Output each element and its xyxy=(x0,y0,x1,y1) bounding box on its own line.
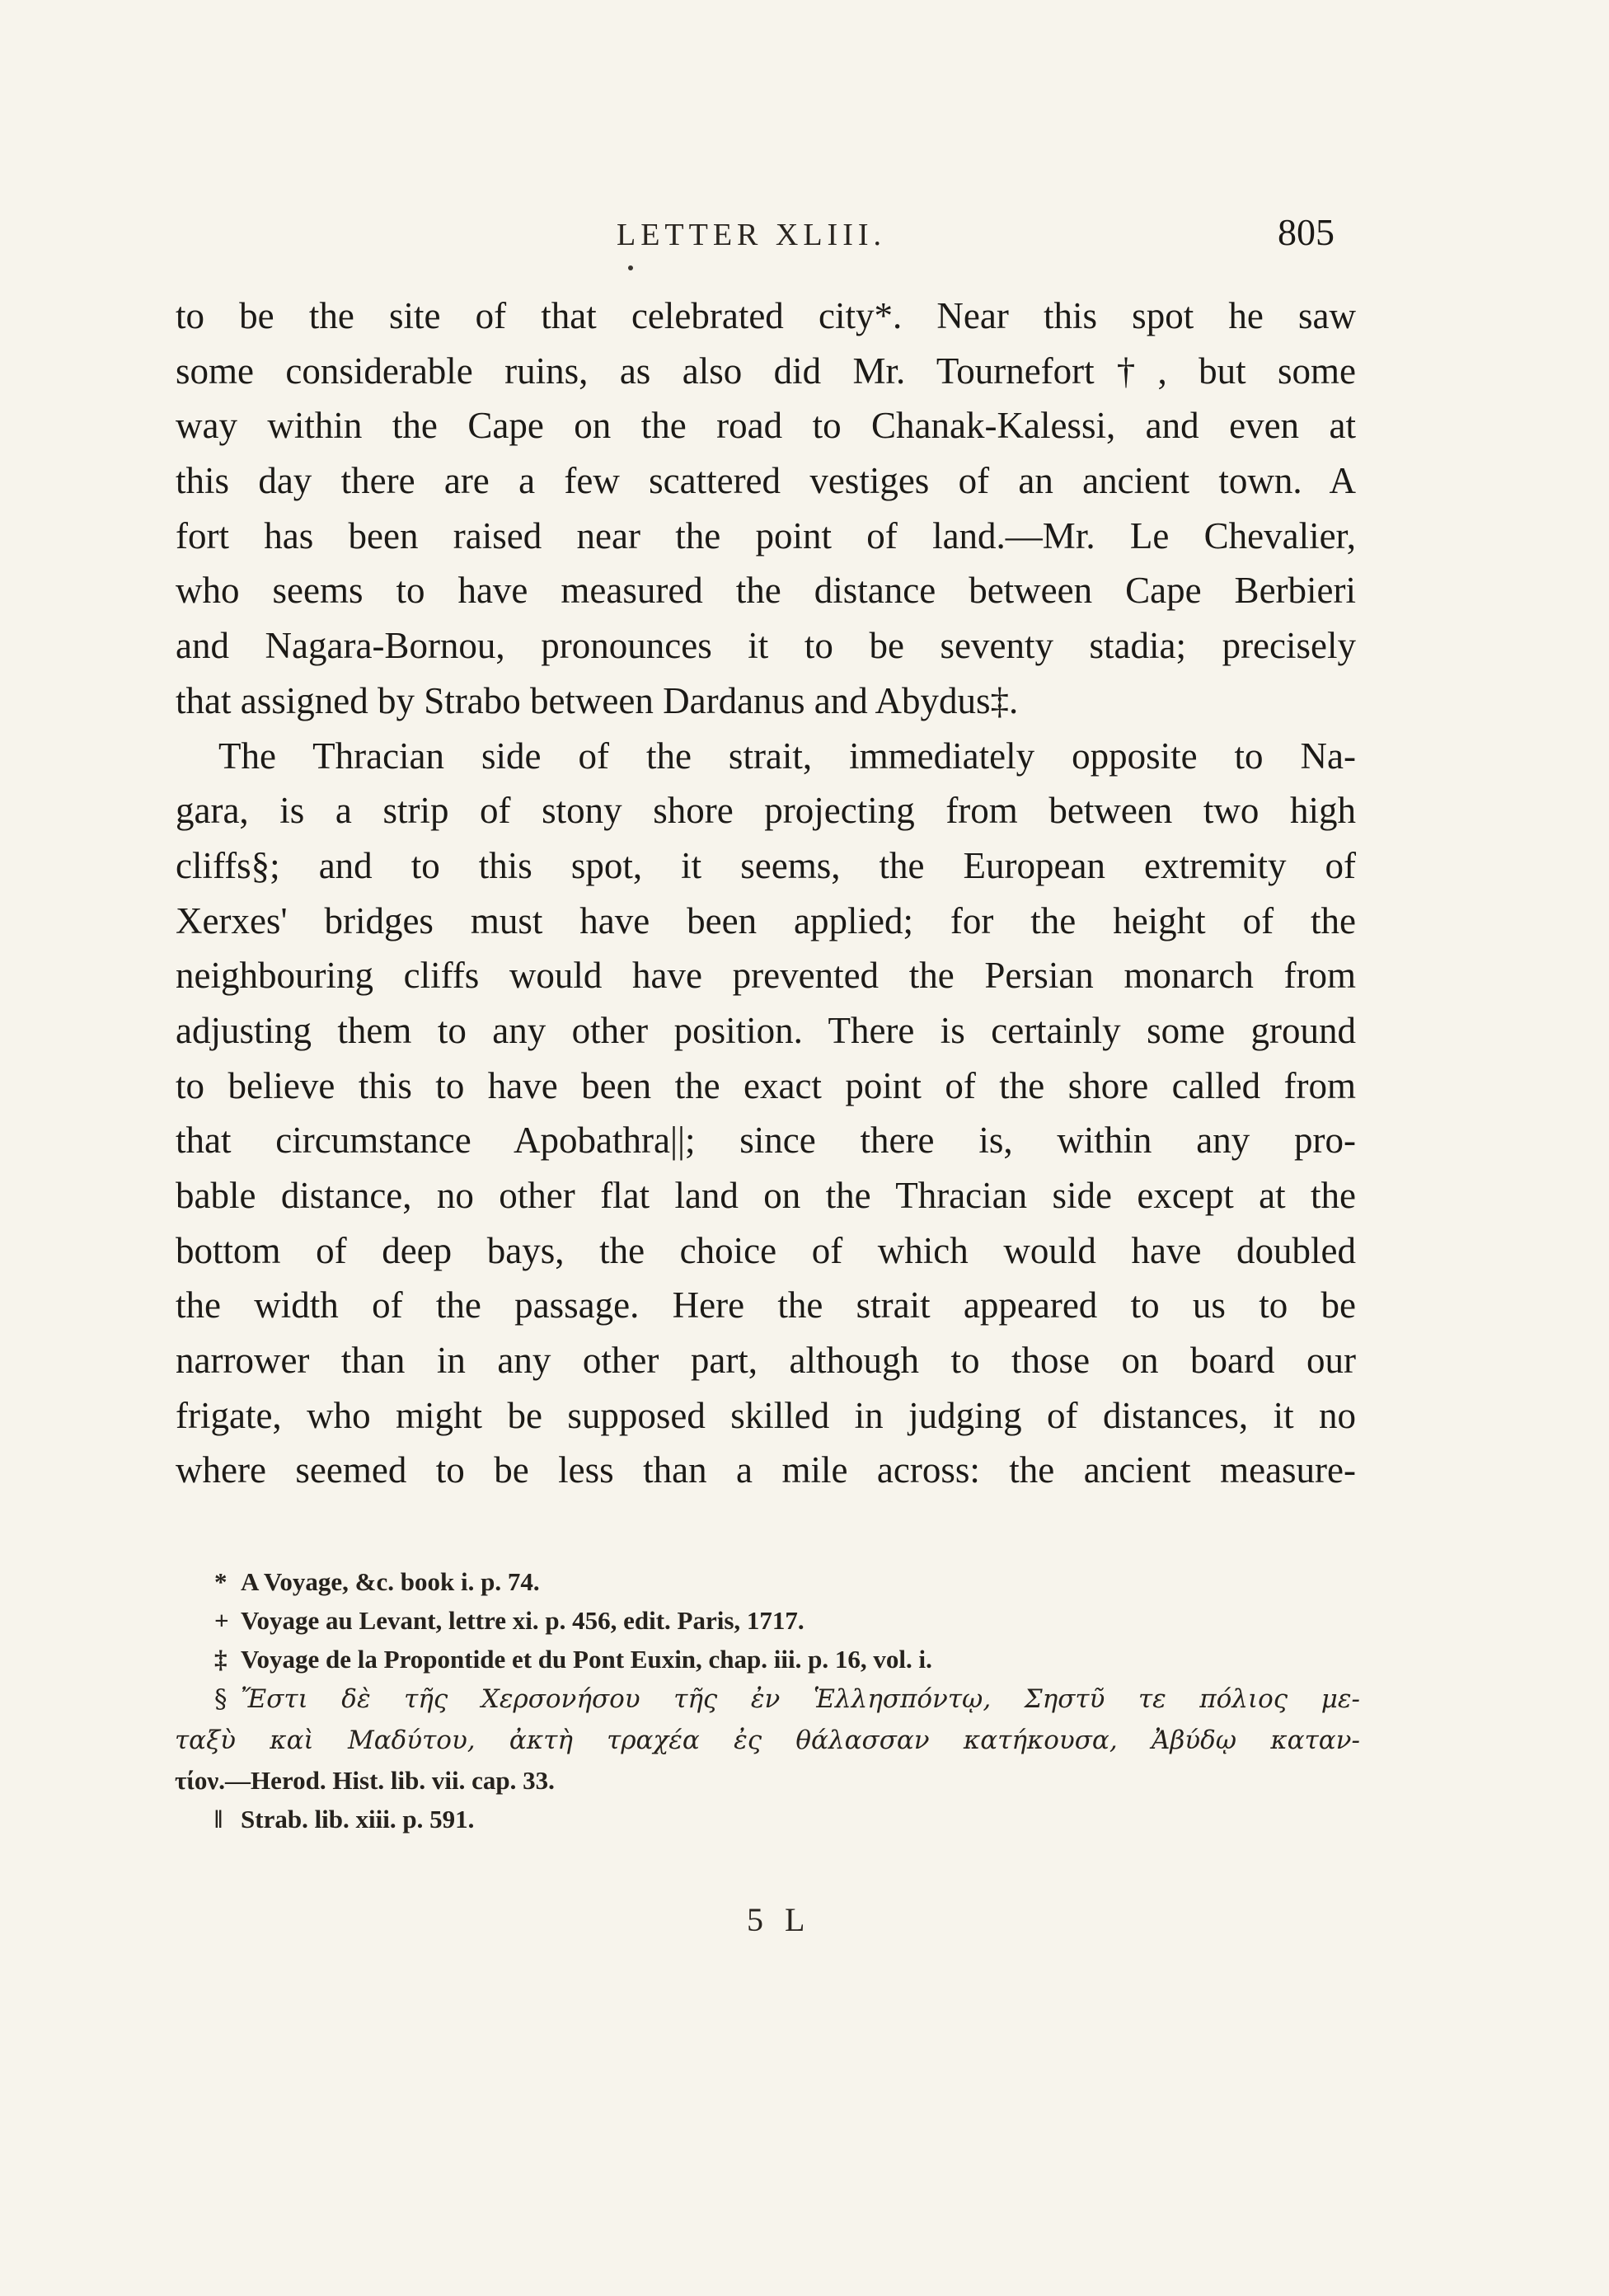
text-line: some considerable ruins, as also did Mr. Tournefort†, but some xyxy=(176,350,1356,392)
footnote xyxy=(214,1800,1360,1838)
footnote-mark: § xyxy=(214,1684,228,1714)
footnote xyxy=(214,1562,1360,1601)
text-line: The Thracian side of the strait, immediately opposite to Na- xyxy=(218,735,1356,777)
text-line: way within the Cape on the road to Chanak-Kalessi, and even at xyxy=(176,405,1356,447)
text-line: that assigned by Strabo between Dardanus and Abydus‡. xyxy=(176,679,1019,721)
text-line: gara, is a strip of stony shore projecting from between two high xyxy=(176,790,1356,832)
printer-dot xyxy=(628,265,633,270)
footnote-mark: ‖ xyxy=(214,1805,223,1834)
running-head: LETTER XLIII. xyxy=(617,218,887,252)
footnote-text: τίον.—Herod. Hist. lib. vii. cap. 33. xyxy=(175,1766,555,1795)
footnote-mark: ‡ xyxy=(214,1645,228,1674)
text-line: fort has been raised near the point of land.—Mr. Le Chevalier, xyxy=(176,514,1356,556)
footnote-text: Strab. lib. xiii. p. 591. xyxy=(241,1805,475,1834)
footnote-greek xyxy=(214,1679,1360,1720)
footnote-text: Voyage au Levant, lettre xi. p. 456, edit. Paris, 1717. xyxy=(241,1606,804,1635)
footnote xyxy=(214,1640,1360,1679)
text-line: the width of the passage. Here the strait appeared to us to be xyxy=(176,1284,1356,1326)
footnote-citation xyxy=(175,1761,1360,1800)
text-line: bottom of deep bays, the choice of which would have doubled xyxy=(176,1229,1356,1271)
page-header xyxy=(0,210,1609,260)
text-line: adjusting them to any other position. There is certainly some ground xyxy=(176,1009,1356,1051)
text-line: frigate, who might be supposed skilled in judging of distances, it no xyxy=(176,1394,1356,1436)
text-line: narrower than in any other part, although to those on board our xyxy=(176,1340,1356,1382)
text-line: bable distance, no other flat land on the Thracian side except at the xyxy=(176,1175,1356,1216)
footnote-text: Ἔστι δὲ τῆς Χερσονήσου τῆς ἐν Ἑλλησπόντῳ, Σηστῦ τε πόλιος με- xyxy=(241,1684,1360,1714)
text-line: cliffs§; and to this spot, it seems, the European extremity of xyxy=(176,844,1356,886)
footnote-greek-continued: ταξὺ καὶ Μαδύτου, ἀκτὴ τραχέα ἐς θάλασσαν κατήκουσα, Ἀβύδῳ καταν- xyxy=(175,1726,1360,1755)
text-line: this day there are a few scattered vestiges of an ancient town. A xyxy=(176,460,1356,502)
text-line: to be the site of that celebrated city*. Near this spot he saw xyxy=(176,295,1356,336)
footnotes xyxy=(175,1562,1360,1838)
footnote-mark: * xyxy=(214,1567,228,1596)
footnote xyxy=(214,1601,1360,1640)
page-number: 805 xyxy=(1278,211,1335,253)
text-line: who seems to have measured the distance between Cape Berbieri xyxy=(176,570,1356,612)
text-line: that circumstance Apobathra||; since there is, within any pro- xyxy=(176,1120,1356,1162)
footnote-mark: + xyxy=(214,1606,229,1635)
footnote-text: Voyage de la Propontide et du Pont Euxin, chap. iii. p. 16, vol. i. xyxy=(241,1645,932,1674)
body-text xyxy=(176,289,1356,1498)
text-line: neighbouring cliffs would have prevented the Persian monarch from xyxy=(176,955,1356,997)
text-line: to believe this to have been the exact point of the shore called from xyxy=(176,1064,1356,1106)
footnote-text: A Voyage, &c. book i. p. 74. xyxy=(241,1567,540,1596)
text-line: and Nagara-Bornou, pronounces it to be seventy stadia; precisely xyxy=(176,625,1356,667)
signature-mark: 5 L xyxy=(747,1901,812,1938)
text-line: Xerxes' bridges must have been applied; for the height of the xyxy=(176,899,1356,941)
text-line: where seemed to be less than a mile across: the ancient measure- xyxy=(176,1449,1356,1491)
